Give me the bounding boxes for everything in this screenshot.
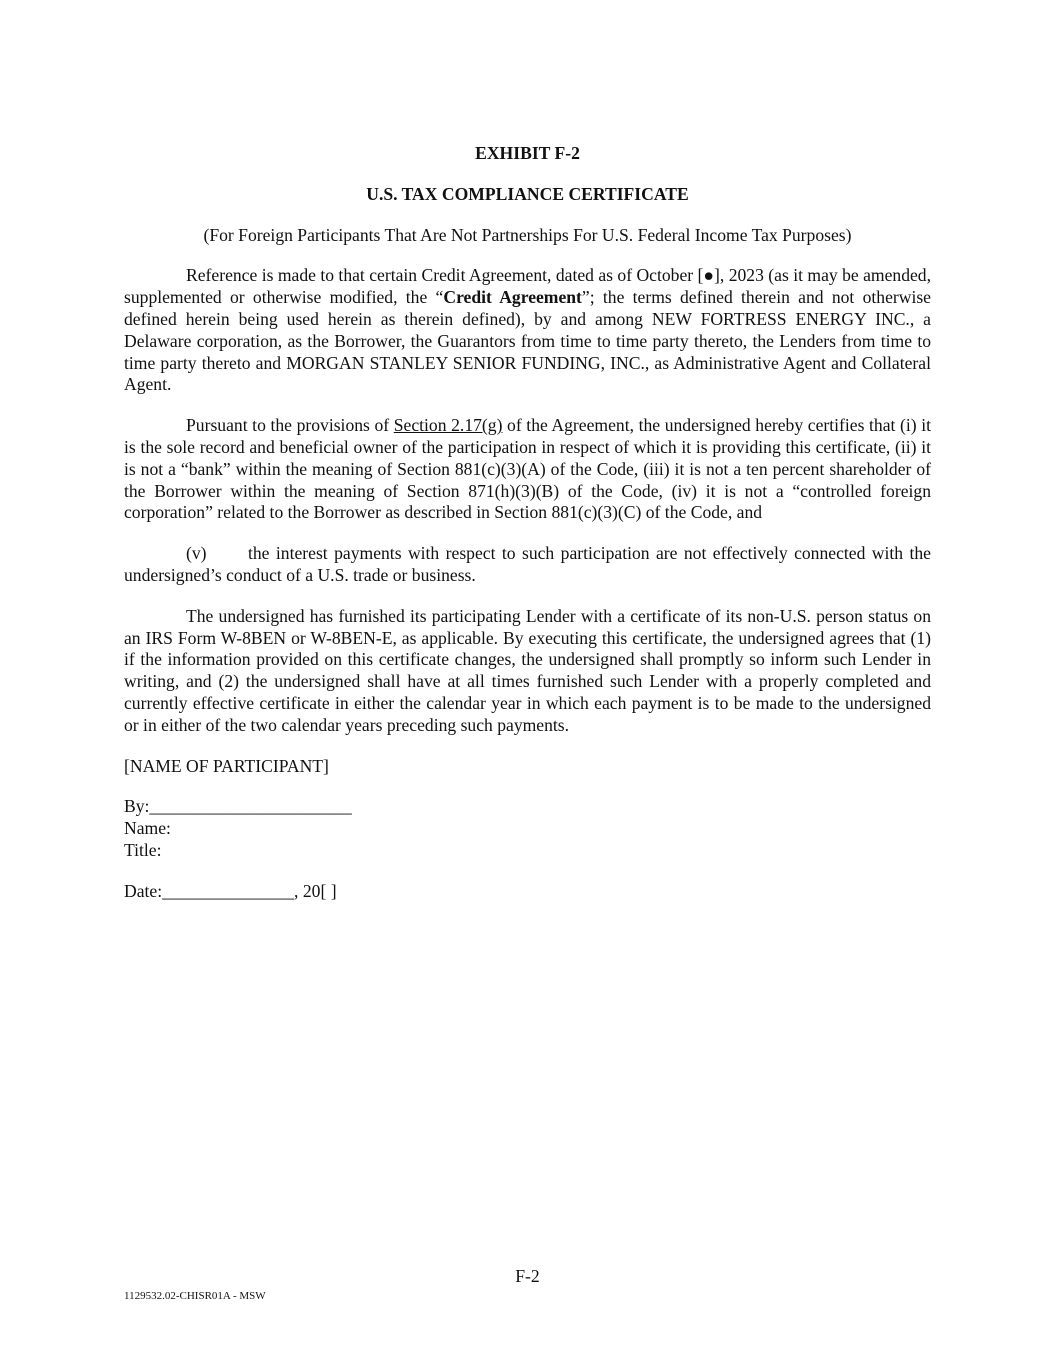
certificate-subtitle: (For Foreign Participants That Are Not Partnerships For U.S. Federal Income Tax Purposes) bbox=[203, 224, 852, 245]
clause-v-text: the interest payments with respect to such participation are not effectively connected with the undersigned’s conduct of a U.S. trade or business. bbox=[124, 543, 931, 585]
document-body bbox=[124, 143, 931, 922]
title-label: Title: bbox=[124, 839, 162, 860]
section-reference: Section 2.17(g) bbox=[393, 415, 503, 436]
reference-text-start: Reference is made to that certain Credit Agreement, dated as of October [●], 2023 (as it may be amended, supplemented or otherwise modified, the “ bbox=[124, 265, 931, 308]
certification-text-end: of the Agreement, the undersigned hereby certifies that (i) it is the sole record and beneficial owner of the participation in respect of which it is providing this certificate, (ii) it is not a “bank” within the meaning of Section 881(c)(3)(A) of the Code, (iii) it is not a ten percent shareholder of the Borrower within the meaning of Section 871(h)(3)(B) of the Code, (iv) it is not a “controlled foreign corporation” related to the Borrower as described in Section 881(c)(3)(C) of the Code, and bbox=[124, 415, 931, 523]
certification-text-start: Pursuant to the provisions of bbox=[186, 415, 394, 436]
name-label: Name: bbox=[124, 818, 171, 839]
exhibit-title: EXHIBIT F-2 bbox=[475, 143, 580, 163]
clause-v bbox=[124, 543, 931, 587]
participant-name: [NAME OF PARTICIPANT] bbox=[124, 755, 329, 776]
reference-text-end: ”; the terms defined therein and not otherwise defined herein being used herein as therein defined), by and among NEW FORTRESS ENERGY INC., a Delaware corporation, as the Borrower, the Guarantors from time to time party thereto, the Lenders from time to time party thereto and MORGAN STANLEY SENIOR FUNDING, INC., as Administrative Agent and Collateral Agent. bbox=[124, 287, 931, 395]
page-number: F-2 bbox=[515, 1266, 540, 1286]
certification-paragraph bbox=[124, 415, 931, 524]
certificate-title: U.S. TAX COMPLIANCE CERTIFICATE bbox=[366, 183, 689, 204]
by-signature-line: By:_______________________ bbox=[124, 796, 352, 817]
date-line: Date:_______________, 20[ ] bbox=[124, 880, 337, 901]
signature-block bbox=[124, 796, 931, 861]
document-id: 1129532.02-CHISR01A - MSW bbox=[124, 1290, 266, 1302]
credit-agreement-term: Credit Agreement bbox=[443, 287, 582, 308]
reference-paragraph bbox=[124, 265, 931, 396]
furnished-certificate-paragraph: The undersigned has furnished its participating Lender with a certificate of its non-U.S. person status on an IRS Form W-8BEN or W-8BEN-E, as applicable. By executing this certificate, the undersigned agrees that (1) if the information provided on this certificate changes, the undersigned shall promptly so inform such Lender in writing, and (2) the undersigned shall have at all times furnished such Lender with a properly completed and currently effective certificate in either the calendar year in which each payment is to be made to the undersigned or in either of the two calendar years preceding such payments. bbox=[124, 605, 931, 735]
clause-v-number: (v) bbox=[186, 543, 207, 564]
